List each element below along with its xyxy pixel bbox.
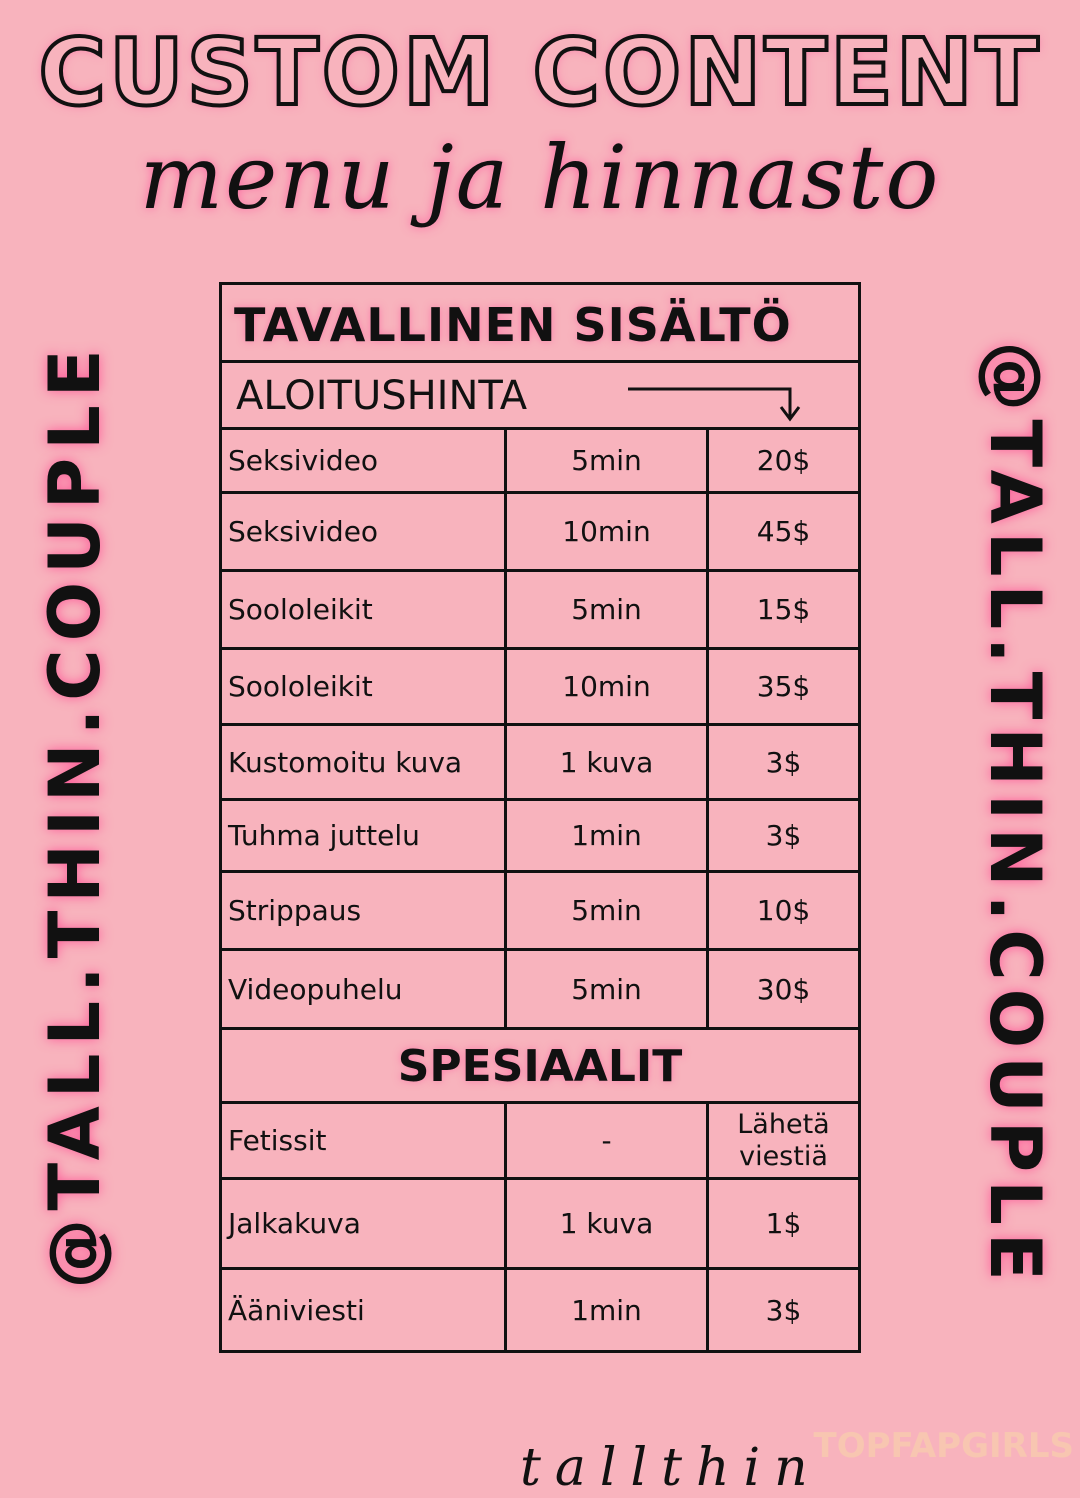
regular-content-heading: TAVALLINEN SISÄLTÖ bbox=[222, 285, 858, 363]
table-row bbox=[222, 1180, 858, 1270]
table-row bbox=[222, 1104, 858, 1180]
item-name: Tuhma juttelu bbox=[222, 801, 507, 870]
handle-right: @TALL.THIN.COUPLE bbox=[974, 341, 1056, 1289]
table-row bbox=[222, 873, 858, 951]
item-name: Soololeikit bbox=[222, 650, 507, 723]
item-name: Videopuhelu bbox=[222, 951, 507, 1027]
partial-url-text: tallthin bbox=[520, 1438, 822, 1498]
item-price: Lähetä viestiä bbox=[737, 1109, 830, 1172]
item-amount: 1 kuva bbox=[507, 1180, 709, 1267]
page-subtitle: menu ja hinnasto bbox=[139, 126, 941, 229]
item-name: Seksivideo bbox=[222, 494, 507, 569]
item-name: Kustomoitu kuva bbox=[222, 726, 507, 798]
item-amount: 5min bbox=[507, 951, 709, 1027]
item-price: 45$ bbox=[756, 515, 811, 548]
item-name: Strippaus bbox=[222, 873, 507, 948]
item-price: 30$ bbox=[756, 972, 811, 1006]
item-price: 10$ bbox=[756, 894, 811, 927]
item-name: Ääniviesti bbox=[222, 1270, 507, 1350]
item-name: Soololeikit bbox=[222, 572, 507, 647]
item-price: 3$ bbox=[765, 819, 802, 852]
item-amount: 1 kuva bbox=[507, 726, 709, 798]
item-amount: 1min bbox=[507, 801, 709, 870]
starting-price-label: ALOITUSHINTA bbox=[236, 373, 528, 419]
item-price: 1$ bbox=[765, 1207, 802, 1240]
item-amount: 10min bbox=[507, 494, 709, 569]
table-row bbox=[222, 726, 858, 801]
item-price: 3$ bbox=[765, 745, 802, 779]
item-amount: 5min bbox=[507, 873, 709, 948]
page-title: CUSTOM CONTENT bbox=[38, 19, 1042, 126]
table-row bbox=[222, 801, 858, 873]
starting-price-heading bbox=[222, 363, 858, 430]
handle-left: @TALL.THIN.COUPLE bbox=[34, 341, 116, 1289]
item-name: Seksivideo bbox=[222, 430, 507, 491]
table-row bbox=[222, 430, 858, 494]
item-amount: 5min bbox=[507, 572, 709, 647]
item-name: Fetissit bbox=[222, 1104, 507, 1177]
item-price: 3$ bbox=[765, 1293, 802, 1327]
item-name: Jalkakuva bbox=[222, 1180, 507, 1267]
item-price: 35$ bbox=[756, 670, 811, 703]
watermark: TOPFAPGIRLS bbox=[813, 1426, 1074, 1466]
table-row bbox=[222, 494, 858, 572]
arrow-down-right-icon bbox=[624, 363, 804, 427]
item-amount: - bbox=[507, 1104, 709, 1177]
table-row bbox=[222, 650, 858, 726]
price-menu bbox=[219, 282, 861, 1353]
table-row bbox=[222, 951, 858, 1030]
item-amount: 10min bbox=[507, 650, 709, 723]
item-price: 20$ bbox=[756, 444, 811, 477]
table-row bbox=[222, 572, 858, 650]
table-row bbox=[222, 1270, 858, 1350]
item-amount: 1min bbox=[507, 1270, 709, 1350]
item-price: 15$ bbox=[756, 593, 811, 626]
specials-heading: SPESIAALIT bbox=[222, 1030, 858, 1104]
item-amount: 5min bbox=[507, 430, 709, 491]
